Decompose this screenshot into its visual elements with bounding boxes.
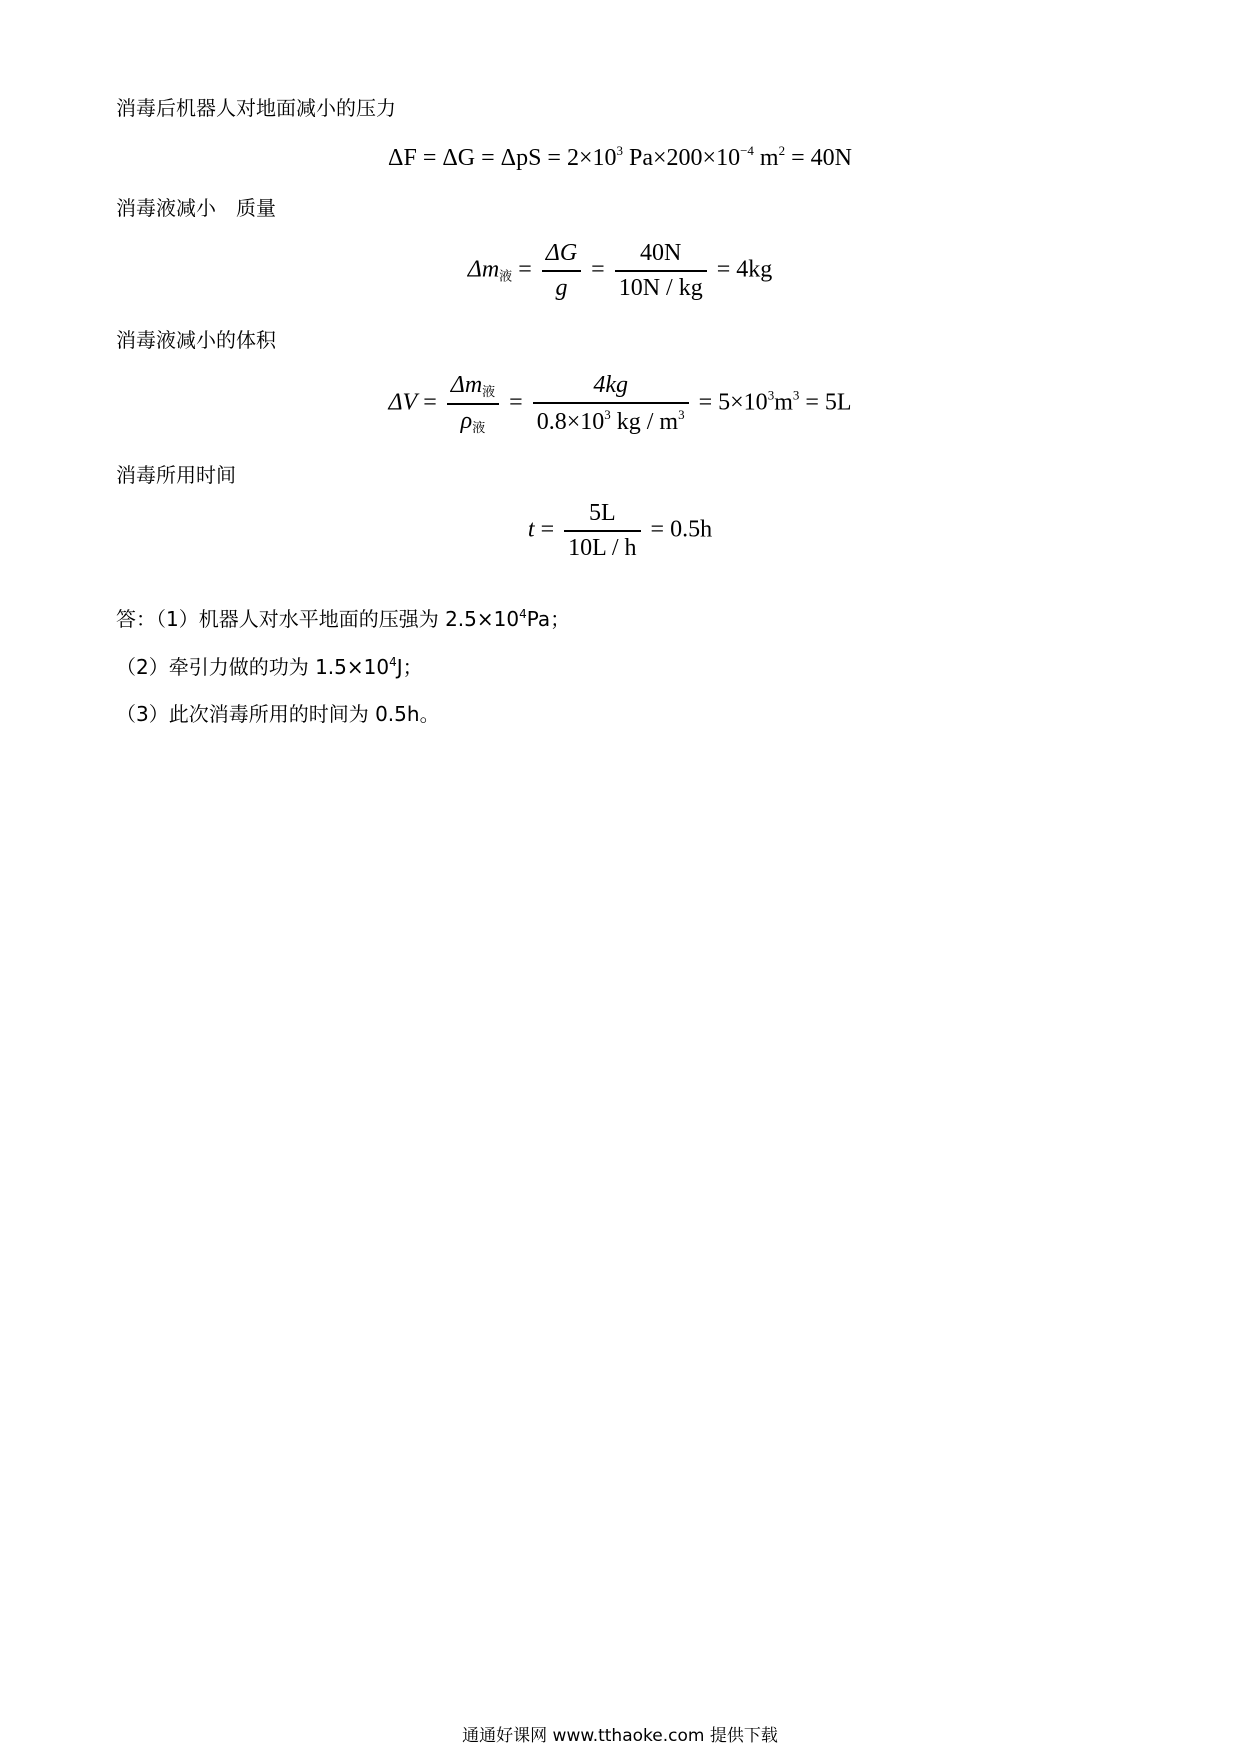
page-footer: 通通好课网 www.tthaoke.com 提供下载 <box>462 1726 778 1746</box>
paragraph-pressure-reduction: 消毒后机器人对地面减小的压力 <box>116 96 396 120</box>
fraction-40N-over-10N: $\frac{40N}{10N / kg}$ <box>615 240 707 302</box>
paragraph-time: 消毒所用时间 <box>116 463 236 487</box>
answer-1: 答：（1）机器人对水平地面的压强为 $2.5\times 10^4Pa$； <box>116 607 571 631</box>
answer-3: （3）此次消毒所用的时间为 0.5h。 <box>116 702 440 726</box>
paragraph-volume-reduction: 消毒液减小的体积 <box>116 328 276 352</box>
paragraph-mass-reduction: 消毒液减小 质量 <box>116 196 276 220</box>
equation-mass: $\Delta m_液$ = $\frac{\Delta G}{g}$ = $\frac{40N}{10N / kg}$ = 4kg <box>467 240 773 301</box>
equation-time: t = $\frac{5L}{10L / h}$ = 0.5h <box>527 500 713 561</box>
equation-volume: ΔV = $\frac{\Delta m_液}{\rho_液}$ = $\frac{4kg}{0.8\times 10^3 kg / m^3}$ = $5\times 10^3m^3 = 5L$ <box>388 372 852 435</box>
fraction-4kg-over-density: $\frac{4kg}{0.8\times 10^3 kg / m^3}$ <box>533 372 689 436</box>
fraction-5L-over-10Lh: $\frac{5L}{10L / h}$ <box>564 500 640 562</box>
answer-2: （2）牵引力做的功为 $1.5\times 10^4J$； <box>116 655 423 679</box>
fraction-dm-over-rho: $\frac{\Delta m_液}{\rho_液}$ <box>447 372 499 436</box>
equation-force: $\Delta F = \Delta G = \Delta pS = 2\times 10^3$ $Pa\times 200\times 10^{-4}$ $m^2 = 40N$ <box>388 143 852 171</box>
fraction-dG-over-g: $\frac{\Delta G}{g}$ <box>542 240 581 302</box>
